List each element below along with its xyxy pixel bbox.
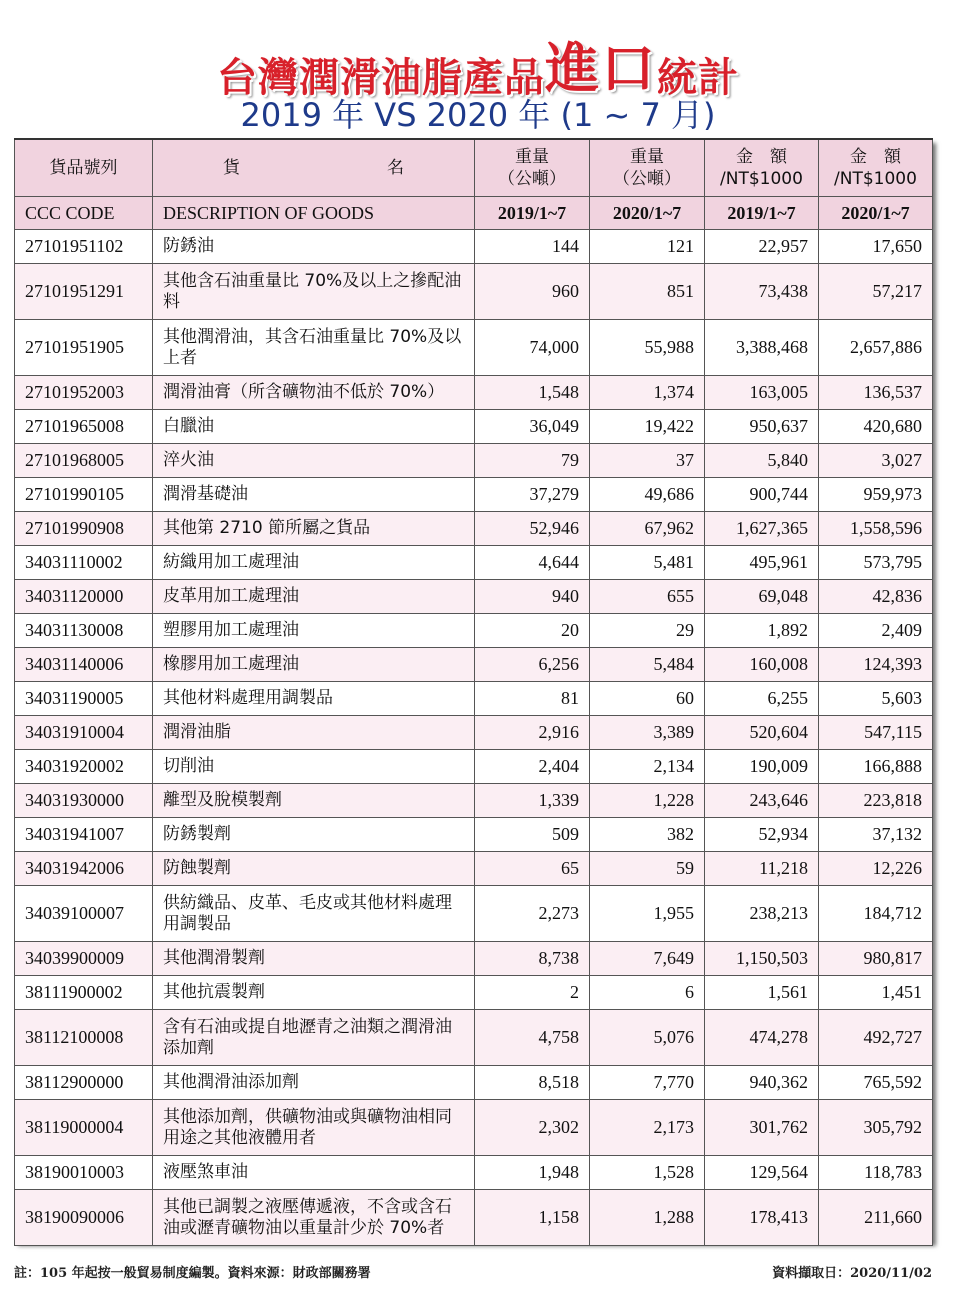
description-cell: 潤滑油膏（所含礦物油不低於 70%） xyxy=(153,376,475,410)
import-statistics-table xyxy=(14,138,933,1246)
amount-2019-cell: 160,008 xyxy=(705,648,819,682)
weight-2019-cell: 2,404 xyxy=(475,750,590,784)
weight-2019-cell: 2 xyxy=(475,976,590,1010)
header-row-en xyxy=(15,197,933,230)
description-cell: 潤滑油脂 xyxy=(153,716,475,750)
table-row xyxy=(15,580,933,614)
table-row xyxy=(15,1156,933,1190)
amount-2020-cell: 765,592 xyxy=(819,1066,933,1100)
amount-2020-cell: 1,558,596 xyxy=(819,512,933,546)
description-cell: 其他含石油重量比 70%及以上之摻配油料 xyxy=(153,264,475,320)
amount-2019-cell: 238,213 xyxy=(705,886,819,942)
amount-2020-cell: 5,603 xyxy=(819,682,933,716)
weight-2020-cell: 3,389 xyxy=(590,716,705,750)
description-cell: 其他潤滑油，其含石油重量比 70%及以上者 xyxy=(153,320,475,376)
amount-2019-cell: 6,255 xyxy=(705,682,819,716)
weight-2019-cell: 52,946 xyxy=(475,512,590,546)
table-body xyxy=(15,230,933,1246)
table-row xyxy=(15,614,933,648)
header-amount-label: 金 額 xyxy=(850,147,901,167)
description-cell: 塑膠用加工處理油 xyxy=(153,614,475,648)
weight-2019-cell: 509 xyxy=(475,818,590,852)
weight-2019-cell: 144 xyxy=(475,230,590,264)
amount-2019-cell: 69,048 xyxy=(705,580,819,614)
description-cell: 潤滑基礎油 xyxy=(153,478,475,512)
header-amount-unit: /NT$1000 xyxy=(720,169,803,189)
description-cell: 橡膠用加工處理油 xyxy=(153,648,475,682)
table-row xyxy=(15,320,933,376)
header-desc-en: DESCRIPTION OF GOODS xyxy=(153,197,475,230)
description-cell: 紡織用加工處理油 xyxy=(153,546,475,580)
weight-2020-cell: 7,649 xyxy=(590,942,705,976)
ccc-code-cell: 34031941007 xyxy=(15,818,153,852)
weight-2019-cell: 20 xyxy=(475,614,590,648)
weight-2020-cell: 1,528 xyxy=(590,1156,705,1190)
amount-2020-cell: 42,836 xyxy=(819,580,933,614)
ccc-code-cell: 34031910004 xyxy=(15,716,153,750)
header-period-weight-2019: 2019/1~7 xyxy=(475,197,590,230)
weight-2020-cell: 60 xyxy=(590,682,705,716)
table-row xyxy=(15,1066,933,1100)
amount-2019-cell: 5,840 xyxy=(705,444,819,478)
weight-2020-cell: 29 xyxy=(590,614,705,648)
weight-2020-cell: 5,484 xyxy=(590,648,705,682)
amount-2020-cell: 3,027 xyxy=(819,444,933,478)
table-row xyxy=(15,648,933,682)
header-amount-unit: /NT$1000 xyxy=(834,169,917,189)
amount-2019-cell: 3,388,468 xyxy=(705,320,819,376)
table-row xyxy=(15,942,933,976)
weight-2020-cell: 121 xyxy=(590,230,705,264)
description-cell: 其他潤滑製劑 xyxy=(153,942,475,976)
amount-2019-cell: 940,362 xyxy=(705,1066,819,1100)
title-part-3: 統計 xyxy=(657,55,739,101)
table-row xyxy=(15,546,933,580)
ccc-code-cell: 27101951905 xyxy=(15,320,153,376)
weight-2020-cell: 37 xyxy=(590,444,705,478)
header-weight-2019 xyxy=(475,139,590,197)
ccc-code-cell: 34031140006 xyxy=(15,648,153,682)
weight-2019-cell: 940 xyxy=(475,580,590,614)
weight-2020-cell: 5,481 xyxy=(590,546,705,580)
weight-2020-cell: 49,686 xyxy=(590,478,705,512)
weight-2019-cell: 2,273 xyxy=(475,886,590,942)
amount-2019-cell: 163,005 xyxy=(705,376,819,410)
weight-2019-cell: 1,948 xyxy=(475,1156,590,1190)
amount-2019-cell: 52,934 xyxy=(705,818,819,852)
amount-2020-cell: 492,727 xyxy=(819,1010,933,1066)
ccc-code-cell: 34031120000 xyxy=(15,580,153,614)
weight-2020-cell: 5,076 xyxy=(590,1010,705,1066)
amount-2020-cell: 124,393 xyxy=(819,648,933,682)
ccc-code-cell: 27101965008 xyxy=(15,410,153,444)
amount-2019-cell: 474,278 xyxy=(705,1010,819,1066)
weight-2020-cell: 19,422 xyxy=(590,410,705,444)
ccc-code-cell: 27101952003 xyxy=(15,376,153,410)
table-row xyxy=(15,410,933,444)
header-desc-zh-1: 貨 xyxy=(223,158,240,178)
header-weight-unit: （公噸） xyxy=(498,169,566,189)
description-cell: 其他潤滑油添加劑 xyxy=(153,1066,475,1100)
table-row xyxy=(15,716,933,750)
amount-2019-cell: 1,892 xyxy=(705,614,819,648)
table-row xyxy=(15,444,933,478)
table-row xyxy=(15,478,933,512)
amount-2019-cell: 1,561 xyxy=(705,976,819,1010)
weight-2019-cell: 65 xyxy=(475,852,590,886)
weight-2020-cell: 67,962 xyxy=(590,512,705,546)
amount-2020-cell: 547,115 xyxy=(819,716,933,750)
description-cell: 淬火油 xyxy=(153,444,475,478)
description-cell: 其他第 2710 節所屬之貨品 xyxy=(153,512,475,546)
weight-2019-cell: 81 xyxy=(475,682,590,716)
amount-2019-cell: 190,009 xyxy=(705,750,819,784)
weight-2020-cell: 2,134 xyxy=(590,750,705,784)
header-desc-zh-2: 名 xyxy=(387,158,404,178)
amount-2019-cell: 178,413 xyxy=(705,1190,819,1246)
ccc-code-cell: 38112900000 xyxy=(15,1066,153,1100)
description-cell: 離型及脫模製劑 xyxy=(153,784,475,818)
ccc-code-cell: 27101968005 xyxy=(15,444,153,478)
table-row xyxy=(15,852,933,886)
weight-2020-cell: 7,770 xyxy=(590,1066,705,1100)
table-row xyxy=(15,1010,933,1066)
amount-2020-cell: 118,783 xyxy=(819,1156,933,1190)
amount-2020-cell: 12,226 xyxy=(819,852,933,886)
amount-2019-cell: 11,218 xyxy=(705,852,819,886)
ccc-code-cell: 34031190005 xyxy=(15,682,153,716)
amount-2020-cell: 57,217 xyxy=(819,264,933,320)
weight-2019-cell: 4,644 xyxy=(475,546,590,580)
amount-2019-cell: 73,438 xyxy=(705,264,819,320)
table-row xyxy=(15,376,933,410)
title-part-1: 台灣潤滑油脂產品 xyxy=(217,55,545,101)
weight-2019-cell: 8,738 xyxy=(475,942,590,976)
weight-2020-cell: 1,288 xyxy=(590,1190,705,1246)
header-period-weight-2020: 2020/1~7 xyxy=(590,197,705,230)
ccc-code-cell: 34039100007 xyxy=(15,886,153,942)
header-code-zh: 貨品號列 xyxy=(15,139,153,197)
amount-2020-cell: 17,650 xyxy=(819,230,933,264)
header-period-amount-2019: 2019/1~7 xyxy=(705,197,819,230)
amount-2019-cell: 129,564 xyxy=(705,1156,819,1190)
amount-2020-cell: 420,680 xyxy=(819,410,933,444)
amount-2019-cell: 900,744 xyxy=(705,478,819,512)
header-desc-zh xyxy=(153,139,475,197)
description-cell: 皮革用加工處理油 xyxy=(153,580,475,614)
header-amount-2019 xyxy=(705,139,819,197)
amount-2020-cell: 573,795 xyxy=(819,546,933,580)
table-row xyxy=(15,818,933,852)
table-row xyxy=(15,750,933,784)
header-weight-label: 重量 xyxy=(515,147,549,167)
ccc-code-cell: 34039900009 xyxy=(15,942,153,976)
amount-2019-cell: 520,604 xyxy=(705,716,819,750)
header-weight-unit: （公噸） xyxy=(613,169,681,189)
amount-2020-cell: 136,537 xyxy=(819,376,933,410)
weight-2019-cell: 74,000 xyxy=(475,320,590,376)
weight-2019-cell: 8,518 xyxy=(475,1066,590,1100)
weight-2020-cell: 59 xyxy=(590,852,705,886)
description-cell: 防蝕製劑 xyxy=(153,852,475,886)
table-row xyxy=(15,682,933,716)
ccc-code-cell: 27101951102 xyxy=(15,230,153,264)
ccc-code-cell: 27101990105 xyxy=(15,478,153,512)
amount-2020-cell: 166,888 xyxy=(819,750,933,784)
header-weight-label: 重量 xyxy=(630,147,664,167)
table-row xyxy=(15,976,933,1010)
amount-2020-cell: 211,660 xyxy=(819,1190,933,1246)
header-amount-2020 xyxy=(819,139,933,197)
amount-2019-cell: 243,646 xyxy=(705,784,819,818)
table-row xyxy=(15,784,933,818)
weight-2020-cell: 1,228 xyxy=(590,784,705,818)
weight-2019-cell: 2,916 xyxy=(475,716,590,750)
description-cell: 白臘油 xyxy=(153,410,475,444)
description-cell: 液壓煞車油 xyxy=(153,1156,475,1190)
header-weight-2020 xyxy=(590,139,705,197)
ccc-code-cell: 27101951291 xyxy=(15,264,153,320)
amount-2020-cell: 1,451 xyxy=(819,976,933,1010)
amount-2020-cell: 959,973 xyxy=(819,478,933,512)
ccc-code-cell: 38112100008 xyxy=(15,1010,153,1066)
title-part-2: 進口 xyxy=(545,37,657,100)
description-cell: 其他已調製之液壓傳遞液，不含或含石油或瀝青礦物油以重量計少於 70%者 xyxy=(153,1190,475,1246)
header-amount-label: 金 額 xyxy=(736,147,787,167)
weight-2020-cell: 1,955 xyxy=(590,886,705,942)
weight-2019-cell: 960 xyxy=(475,264,590,320)
description-cell: 防銹油 xyxy=(153,230,475,264)
weight-2020-cell: 382 xyxy=(590,818,705,852)
page-subtitle: 2019 年 VS 2020 年 (1 ~ 7 月) xyxy=(240,96,716,134)
table-row xyxy=(15,886,933,942)
ccc-code-cell: 34031130008 xyxy=(15,614,153,648)
weight-2019-cell: 1,339 xyxy=(475,784,590,818)
ccc-code-cell: 38190090006 xyxy=(15,1190,153,1246)
weight-2020-cell: 851 xyxy=(590,264,705,320)
footer-note: 註：105 年起按一般貿易制度編製。資料來源：財政部關務署 xyxy=(14,1266,371,1281)
weight-2019-cell: 79 xyxy=(475,444,590,478)
weight-2019-cell: 36,049 xyxy=(475,410,590,444)
footer-date: 資料擷取日：2020/11/02 xyxy=(772,1266,932,1281)
weight-2019-cell: 1,548 xyxy=(475,376,590,410)
page-title xyxy=(0,26,956,101)
weight-2019-cell: 1,158 xyxy=(475,1190,590,1246)
table-row xyxy=(15,512,933,546)
description-cell: 供紡織品、皮革、毛皮或其他材料處理用調製品 xyxy=(153,886,475,942)
weight-2020-cell: 655 xyxy=(590,580,705,614)
ccc-code-cell: 38111900002 xyxy=(15,976,153,1010)
header-period-amount-2020: 2020/1~7 xyxy=(819,197,933,230)
weight-2020-cell: 55,988 xyxy=(590,320,705,376)
description-cell: 含有石油或提自地瀝青之油類之潤滑油添加劑 xyxy=(153,1010,475,1066)
amount-2019-cell: 1,150,503 xyxy=(705,942,819,976)
amount-2020-cell: 2,657,886 xyxy=(819,320,933,376)
amount-2019-cell: 1,627,365 xyxy=(705,512,819,546)
amount-2019-cell: 301,762 xyxy=(705,1100,819,1156)
header-row-zh xyxy=(15,139,933,197)
amount-2020-cell: 223,818 xyxy=(819,784,933,818)
ccc-code-cell: 34031110002 xyxy=(15,546,153,580)
amount-2020-cell: 184,712 xyxy=(819,886,933,942)
ccc-code-cell: 34031942006 xyxy=(15,852,153,886)
ccc-code-cell: 34031930000 xyxy=(15,784,153,818)
amount-2020-cell: 305,792 xyxy=(819,1100,933,1156)
ccc-code-cell: 27101990908 xyxy=(15,512,153,546)
weight-2020-cell: 1,374 xyxy=(590,376,705,410)
table-row xyxy=(15,1100,933,1156)
table-row xyxy=(15,230,933,264)
weight-2019-cell: 6,256 xyxy=(475,648,590,682)
description-cell: 其他抗震製劑 xyxy=(153,976,475,1010)
weight-2020-cell: 6 xyxy=(590,976,705,1010)
description-cell: 防銹製劑 xyxy=(153,818,475,852)
ccc-code-cell: 38190010003 xyxy=(15,1156,153,1190)
table-row xyxy=(15,264,933,320)
amount-2020-cell: 2,409 xyxy=(819,614,933,648)
description-cell: 切削油 xyxy=(153,750,475,784)
amount-2020-cell: 37,132 xyxy=(819,818,933,852)
weight-2019-cell: 37,279 xyxy=(475,478,590,512)
header-code-en: CCC CODE xyxy=(15,197,153,230)
table-row xyxy=(15,1190,933,1246)
ccc-code-cell: 34031920002 xyxy=(15,750,153,784)
weight-2019-cell: 2,302 xyxy=(475,1100,590,1156)
description-cell: 其他材料處理用調製品 xyxy=(153,682,475,716)
amount-2019-cell: 950,637 xyxy=(705,410,819,444)
ccc-code-cell: 38119000004 xyxy=(15,1100,153,1156)
weight-2020-cell: 2,173 xyxy=(590,1100,705,1156)
weight-2019-cell: 4,758 xyxy=(475,1010,590,1066)
amount-2019-cell: 495,961 xyxy=(705,546,819,580)
amount-2020-cell: 980,817 xyxy=(819,942,933,976)
amount-2019-cell: 22,957 xyxy=(705,230,819,264)
description-cell: 其他添加劑，供礦物油或與礦物油相同用途之其他液體用者 xyxy=(153,1100,475,1156)
